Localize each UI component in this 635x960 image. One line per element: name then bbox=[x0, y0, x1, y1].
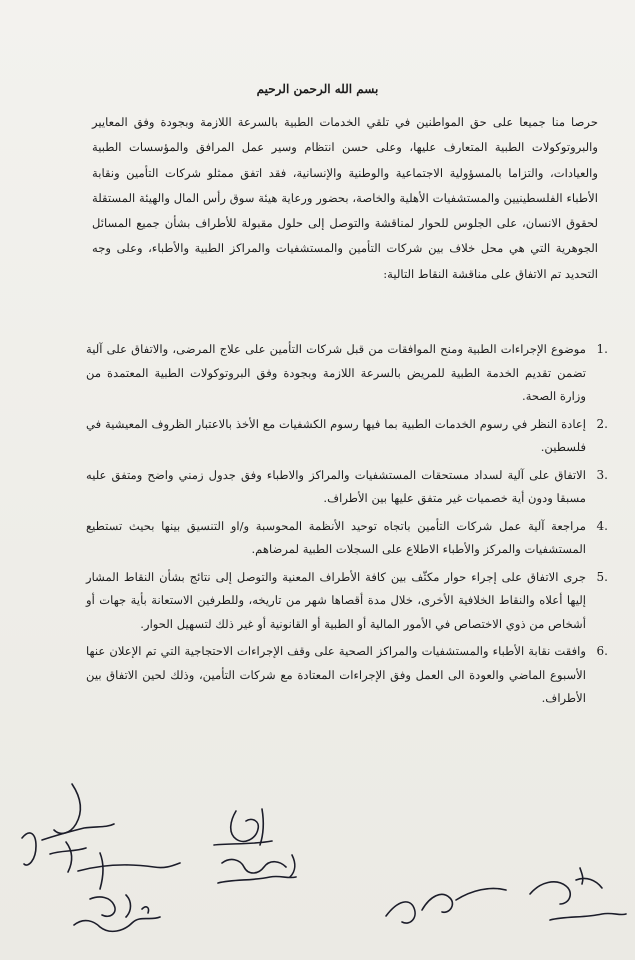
signature-left-bottom bbox=[70, 845, 190, 945]
list-item: 5. جرى الاتفاق على إجراء حوار مكثّف بين كافة الأطراف المعنية والتوصل إلى نتائج بشأن النقاط المشار إليها أعلاه والنقاط الخلافية الأخرى، خلال مدة أقصاها شهر من تاريخه، وللطرفين الاستعانة بأية جهات أو أشخاص من ذوي الاختصاص في الأمور المالية أو الطبية أو القانونية أو غير ذلك لتسهيل الحوار. bbox=[86, 569, 608, 631]
signature-center bbox=[200, 805, 310, 895]
list-item: 2. إعادة النظر في رسوم الخدمات الطبية بما فيها رسوم الكشفيات مع الأخذ بالاعتبار الظروف المعيشية في فلسطين. bbox=[86, 416, 608, 454]
agreement-points-list bbox=[86, 338, 608, 715]
signature-right bbox=[380, 860, 630, 940]
list-item: 3. الاتفاق على آلية لسداد مستحقات المستشفيات والمراكز والاطباء وفق جدول زمني واضح ومتفق عليه مسبقا ودون أية خصميات غير متفق عليها بين الأطراف. bbox=[86, 467, 608, 505]
intro-paragraph: حرصا منا جميعا على حق المواطنين في تلقي الخدمات الطبية بالسرعة اللازمة وبجودة وفق المعايير والبروتوكولات الطبية المتعارف عليها، وعلى حسن انتظام وسير عمل المرافق والمؤسسات الطبية والعيادات، والتزاما بالمسؤولية الاجتماعية والوطنية والإنسانية، فقد اتفق ممثلو شركات التأمين ونقابة الأطباء الفلسطينيين والمستشفيات الأهلية والخاصة، بحضور ورعاية هيئة سوق رأس المال والهيئة المستقلة لحقوق الانسان، على الجلوس للحوار لمناقشة والتوصل إلى حلول مقبولة للأطراف بشأن جميع المسائل الجوهرية التي هي محل خلاف بين شركات التأمين والمستشفيات والمراكز الطبية والأطباء، وعلى وجه التحديد تم الاتفاق على مناقشة النقاط التالية: bbox=[92, 115, 598, 281]
list-item: 4. مراجعة آلية عمل شركات التأمين باتجاه توحيد الأنظمة المحوسبة و/او التنسيق بينها بحيث تستطيع المستشفيات والمركز والأطباء الاطلاع على السجلات الطبية لمرضاهم. bbox=[86, 518, 608, 556]
basmala-heading: بسم الله الرحمن الرحيم bbox=[256, 82, 379, 96]
list-item: 1. موضوع الإجراءات الطبية ومنح الموافقات من قبل شركات التأمين على علاج المرضى، والاتفاق على آلية تضمن تقديم الخدمة الطبية للمريض بالسرعة اللازمة وبجودة وفق البروتوكولات الطبية المعتمدة من وزارة الصحة. bbox=[86, 342, 608, 403]
list-item: 6. وافقت نقابة الأطباء والمستشفيات والمراكز الصحية على وقف الإجراءات الاحتجاجية التي تم الإعلان عنها الأسبوع الماضي والعودة الى العمل وفق الإجراءات المعتادة مع شركات التأمين، وذلك لحين الاتفاق بين الأطراف. bbox=[86, 644, 608, 705]
